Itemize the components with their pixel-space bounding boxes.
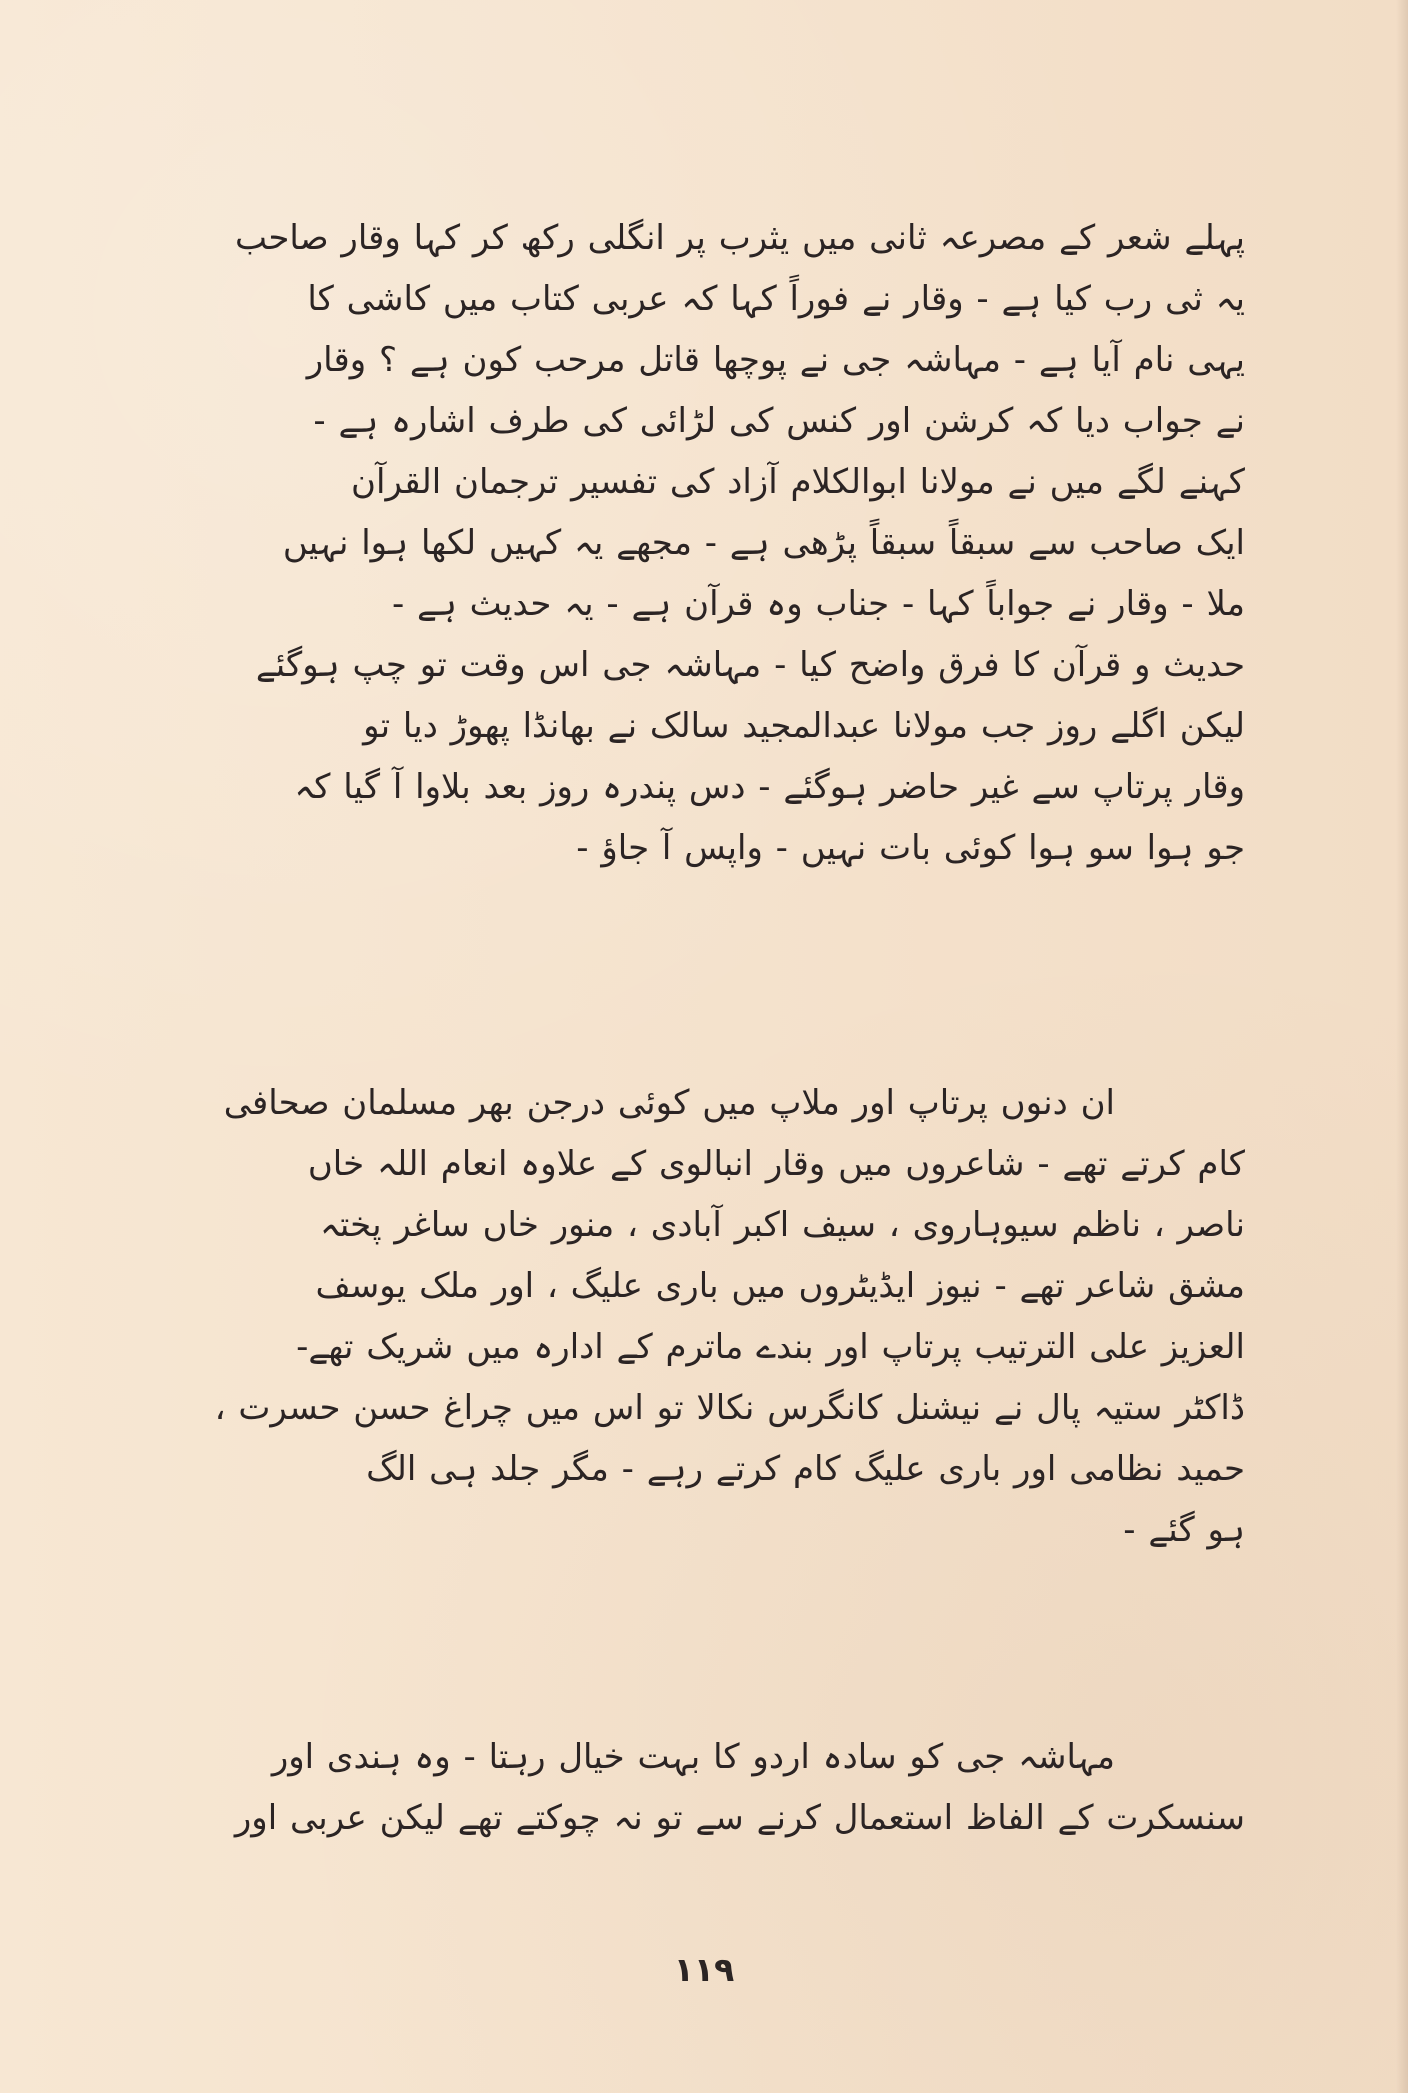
paragraph-line: لیکن اگلے روز جب مولانا عبدالمجید سالک نے بھانڈا پھوڑ دیا تو	[363, 706, 1245, 746]
page-binding-shadow	[1396, 0, 1408, 2093]
paragraph-line: سنسکرت کے الفاظ استعمال کرنے سے تو نہ چوکتے تھے لیکن عربی اور	[234, 1798, 1245, 1838]
paragraph-line: کام کرتے تھے - شاعروں میں وقار انبالوی کے علاوہ انعام اللہ خاں	[307, 1144, 1245, 1184]
paragraph-line: وقار پرتاپ سے غیر حاضر ہوگئے - دس پندرہ روز بعد بلاوا آ گیا کہ	[294, 767, 1245, 807]
page-number: ۱۱۹	[673, 1950, 735, 1989]
paragraph-line: جو ہوا سو ہوا کوئی بات نہیں - واپس آ جاؤ -	[576, 828, 1245, 868]
paragraph-line: حمید نظامی اور باری علیگ کام کرتے رہے - مگر جلد ہی الگ	[366, 1449, 1245, 1489]
paragraph-line: ناصر ، ناظم سیوہاروی ، سیف اکبر آبادی ، منور خاں ساغر پختہ	[319, 1205, 1245, 1245]
paragraph-first-line: ان دنوں پرتاپ اور ملاپ میں کوئی درجن بھر مسلمان صحافی	[223, 1083, 1115, 1123]
paragraph-1	[165, 208, 1245, 879]
paragraph-2	[165, 1073, 1245, 1561]
paragraph-line: مشق شاعر تھے - نیوز ایڈیٹروں میں باری علیگ ، اور ملک یوسف	[315, 1266, 1245, 1306]
paragraph-line: ڈاکٹر ستیہ پال نے نیشنل کانگرس نکالا تو اس میں چراغ حسن حسرت ،	[214, 1388, 1245, 1428]
paragraph-line: یہی نام آیا ہے - مہاشہ جی نے پوچھا قاتل مرحب کون ہے ؟ وقار	[306, 340, 1245, 380]
paragraph-line: نے جواب دیا کہ کرشن اور کنس کی لڑائی کی طرف اشارہ ہے -	[313, 401, 1245, 441]
paragraph-line: ہو گئے -	[1123, 1510, 1245, 1550]
paragraph-line: حدیث و قرآن کا فرق واضح کیا - مہاشہ جی اس وقت تو چپ ہوگئے	[255, 645, 1245, 685]
paragraph-first-line: مہاشہ جی کو سادہ اردو کا بہت خیال رہتا - وہ ہندی اور	[271, 1737, 1115, 1777]
paragraph-line: ملا - وقار نے جواباً کہا - جناب وہ قرآن ہے - یہ حدیث ہے -	[391, 584, 1245, 624]
paragraph-line: یہ ثی رب کیا ہے - وقار نے فوراً کہا کہ عربی کتاب میں کاشی کا	[307, 279, 1245, 319]
paragraph-line: پہلے شعر کے مصرعہ ثانی میں یثرب پر انگلی رکھ کر کہا وقار صاحب	[234, 218, 1245, 258]
paragraph-3	[165, 1727, 1245, 1849]
paragraph-line: ایک صاحب سے سبقاً سبقاً پڑھی ہے - مجھے یہ کہیں لکھا ہوا نہیں	[282, 523, 1245, 563]
paragraph-line: کہنے لگے میں نے مولانا ابوالکلام آزاد کی تفسیر ترجمان القرآن	[351, 462, 1245, 502]
paragraph-line: العزیز علی الترتیب پرتاپ اور بندے ماترم کے ادارہ میں شریک تھے-	[296, 1327, 1245, 1367]
